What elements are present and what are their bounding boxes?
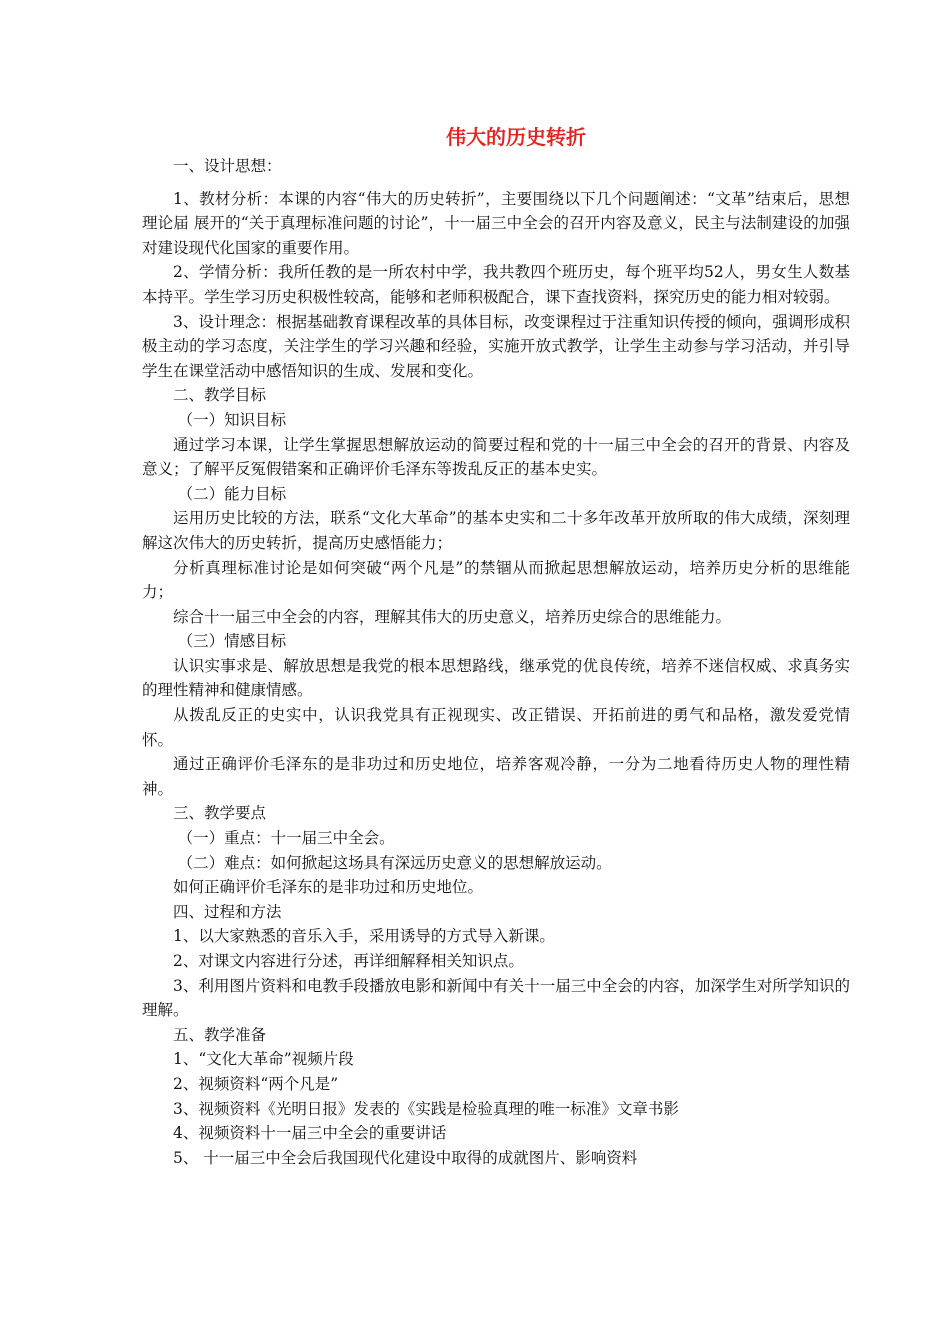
section-heading-preparation: 五、教学准备 bbox=[173, 1025, 267, 1044]
preparation-item-3: 3、视频资料《光明日报》发表的《实践是检验真理的唯一标准》文章书影 bbox=[173, 1099, 679, 1118]
preparation-item-5: 5、 十一届三中全会后我国现代化建设中取得的成就图片、影响资料 bbox=[173, 1148, 638, 1167]
section-heading-process: 四、过程和方法 bbox=[173, 902, 282, 921]
section-heading-key-points: 三、教学要点 bbox=[173, 804, 267, 823]
key-point-difficulty: （二）难点：如何掀起这场具有深远历史意义的思想解放运动。 bbox=[177, 853, 612, 872]
process-item-1: 1、以大家熟悉的音乐入手，采用诱导的方式导入新课。 bbox=[173, 927, 555, 946]
paragraph-textbook-analysis: 1、教材分析：本课的内容“伟大的历史转折”，主要围绕以下几个问题阐述：“文革”结束后，思想理论届 展开的“关于真理标准问题的讨论”，十一届三中全会的召开内容及意义，民主与法制建设的加强对建设现代化国家的重要作用。 bbox=[142, 189, 850, 257]
section-heading-goals: 二、教学目标 bbox=[173, 386, 267, 405]
subheading-knowledge: （一）知识目标 bbox=[177, 410, 287, 429]
paragraph-emotion-goal-1: 认识实事求是、解放思想是我党的根本思想路线，继承党的优良传统，培养不迷信权威、求真务实的理性精神和健康情感。 bbox=[142, 656, 850, 700]
preparation-item-2: 2、视频资料“两个凡是” bbox=[173, 1074, 339, 1093]
key-point-focus: （一）重点：十一届三中全会。 bbox=[177, 829, 395, 848]
section-heading-design: 一、设计思想： bbox=[173, 157, 282, 175]
subheading-emotion: （三）情感目标 bbox=[177, 632, 287, 651]
paragraph-ability-goal-3: 综合十一届三中全会的内容，理解其伟大的历史意义，培养历史综合的思维能力。 bbox=[173, 607, 732, 626]
process-item-2: 2、对课文内容进行分述，再详细解释相关知识点。 bbox=[173, 952, 524, 970]
paragraph-knowledge-goal: 通过学习本课，让学生掌握思想解放运动的简要过程和党的十一届三中全会的召开的背景、内容及意义；了解平反冤假错案和正确评价毛泽东等拨乱反正的基本史实。 bbox=[142, 435, 850, 479]
paragraph-student-analysis: 2、学情分析：我所任教的是一所农村中学，我共教四个班历史，每个班平均52人，男女生人数基本持平。学生学习历史积极性较高，能够和老师积极配合，课下查找资料，探究历史的能力相对较弱。 bbox=[142, 263, 850, 306]
process-item-3: 3、利用图片资料和电教手段播放电影和新闻中有关十一届三中全会的内容，加深学生对所学知识的理解。 bbox=[142, 976, 850, 1020]
paragraph-ability-goal-1: 运用历史比较的方法，联系“文化大革命”的基本史实和二十多年改革开放所取的伟大成绩，深刻理解这次伟大的历史转折，提高历史感悟能力； bbox=[142, 509, 850, 552]
paragraph-ability-goal-2: 分析真理标准讨论是如何突破“两个凡是”的禁锢从而掀起思想解放运动，培养历史分析的思维能力； bbox=[142, 558, 850, 602]
preparation-item-4: 4、视频资料十一届三中全会的重要讲话 bbox=[173, 1124, 447, 1143]
paragraph-design-concept: 3、设计理念：根据基础教育课程改革的具体目标，改变课程过于注重知识传授的倾向，强调形成积极主动的学习态度，关注学生的学习兴趣和经验，实施开放式教学，让学生主动参与学习活动，并引导学生在课堂活动中感悟知识的生成、发展和变化。 bbox=[142, 312, 850, 380]
paragraph-emotion-goal-3: 通过正确评价毛泽东的是非功过和历史地位，培养客观冷静，一分为二地看待历史人物的理性精神。 bbox=[142, 755, 850, 798]
paragraph-emotion-goal-2: 从拨乱反正的史实中，认识我党具有正视现实、改正错误、开拓前进的勇气和品格，激发爱党情怀。 bbox=[142, 706, 850, 749]
key-point-difficulty-2: 如何正确评价毛泽东的是非功过和历史地位。 bbox=[173, 878, 484, 897]
document-title: 伟大的历史转折 bbox=[446, 125, 586, 149]
preparation-item-1: 1、“文化大革命”视频片段 bbox=[173, 1050, 354, 1069]
subheading-ability: （二）能力目标 bbox=[177, 484, 287, 503]
